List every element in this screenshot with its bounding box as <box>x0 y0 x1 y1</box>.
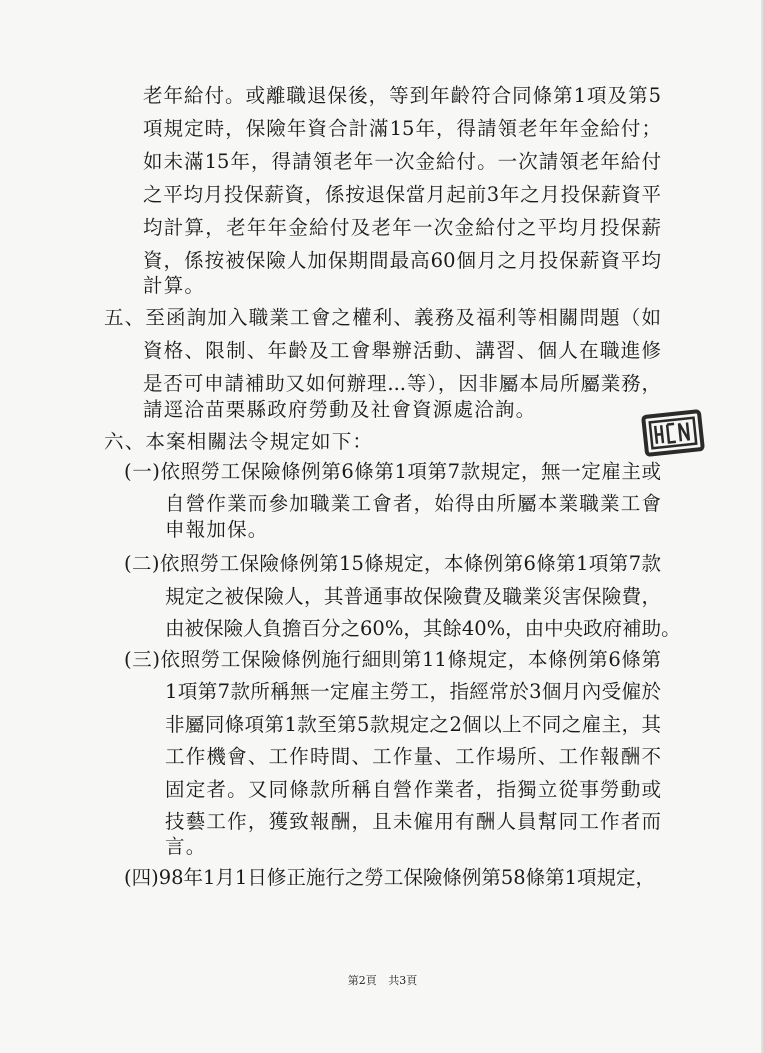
text-line: 非屬同條項第1款至第5款規定之2個以上不同之雇主，其 <box>165 713 661 736</box>
page-footer <box>0 972 765 988</box>
text-line: (二)依照勞工保險條例第15條規定，本條例第6條第1項第7款 <box>124 552 661 575</box>
text-line: 工作機會、工作時間、工作量、工作場所、工作報酬不 <box>165 745 661 768</box>
scan-edge <box>761 0 765 1053</box>
text-line: 均計算，老年年金給付及老年一次金給付之平均月投保薪 <box>143 216 661 239</box>
text-line: 1項第7款所稱無一定雇主勞工，指經常於3個月內受僱於 <box>165 680 661 703</box>
text-line: (一)依照勞工保險條例第6條第1項第7款規定，無一定雇主或 <box>124 460 661 483</box>
text-line: 自營作業而參加職業工會者，始得由所屬本業職業工會 <box>165 492 661 515</box>
text-line: 之平均月投保薪資，係按退保當月起前3年之月投保薪資平 <box>143 183 661 206</box>
text-line: 是否可申請補助又如何辦理...等），因非屬本局所屬業務， <box>143 372 661 395</box>
text-line: 老年給付。或離職退保後，等到年齡符合同條第1項及第5 <box>143 84 661 107</box>
text-line: 固定者。又同條款所稱自營作業者，指獨立從事勞動或 <box>165 778 661 801</box>
text-line: 請逕洽苗栗縣政府勞動及社會資源處洽詢。 <box>143 398 537 421</box>
text-line: 項規定時，保險年資合計滿15年，得請領老年年金給付； <box>143 117 661 140</box>
seal-stamp-icon <box>640 407 706 459</box>
text-line: 申報加保。 <box>165 518 269 541</box>
text-line: 如未滿15年，得請領老年一次金給付。一次請領老年給付 <box>143 150 661 173</box>
text-line: 五、至函詢加入職業工會之權利、義務及福利等相關問題（如 <box>104 306 661 329</box>
text-line: (四)98年1月1日修正施行之勞工保險條例第58條第1項規定， <box>124 866 656 889</box>
text-line: 由被保險人負擔百分之60%，其餘40%，由中央政府補助。 <box>165 617 681 640</box>
text-line: 計算。 <box>143 274 206 297</box>
page-number: 第2頁 <box>347 974 377 987</box>
page-total: 共3頁 <box>388 974 418 987</box>
text-line: 資格、限制、年齡及工會舉辦活動、講習、個人在職進修 <box>143 339 661 362</box>
text-line: 言。 <box>165 835 207 858</box>
text-line: 規定之被保險人，其普通事故保險費及職業災害保險費， <box>165 585 661 608</box>
text-line: 資，係按被保險人加保期間最高60個月之月投保薪資平均 <box>143 249 661 272</box>
text-line: 六、本案相關法令規定如下： <box>104 430 374 453</box>
text-line: (三)依照勞工保險條例施行細則第11條規定，本條例第6條第 <box>124 648 661 671</box>
text-line: 技藝工作，獲致報酬，且未僱用有酬人員幫同工作者而 <box>165 810 661 833</box>
